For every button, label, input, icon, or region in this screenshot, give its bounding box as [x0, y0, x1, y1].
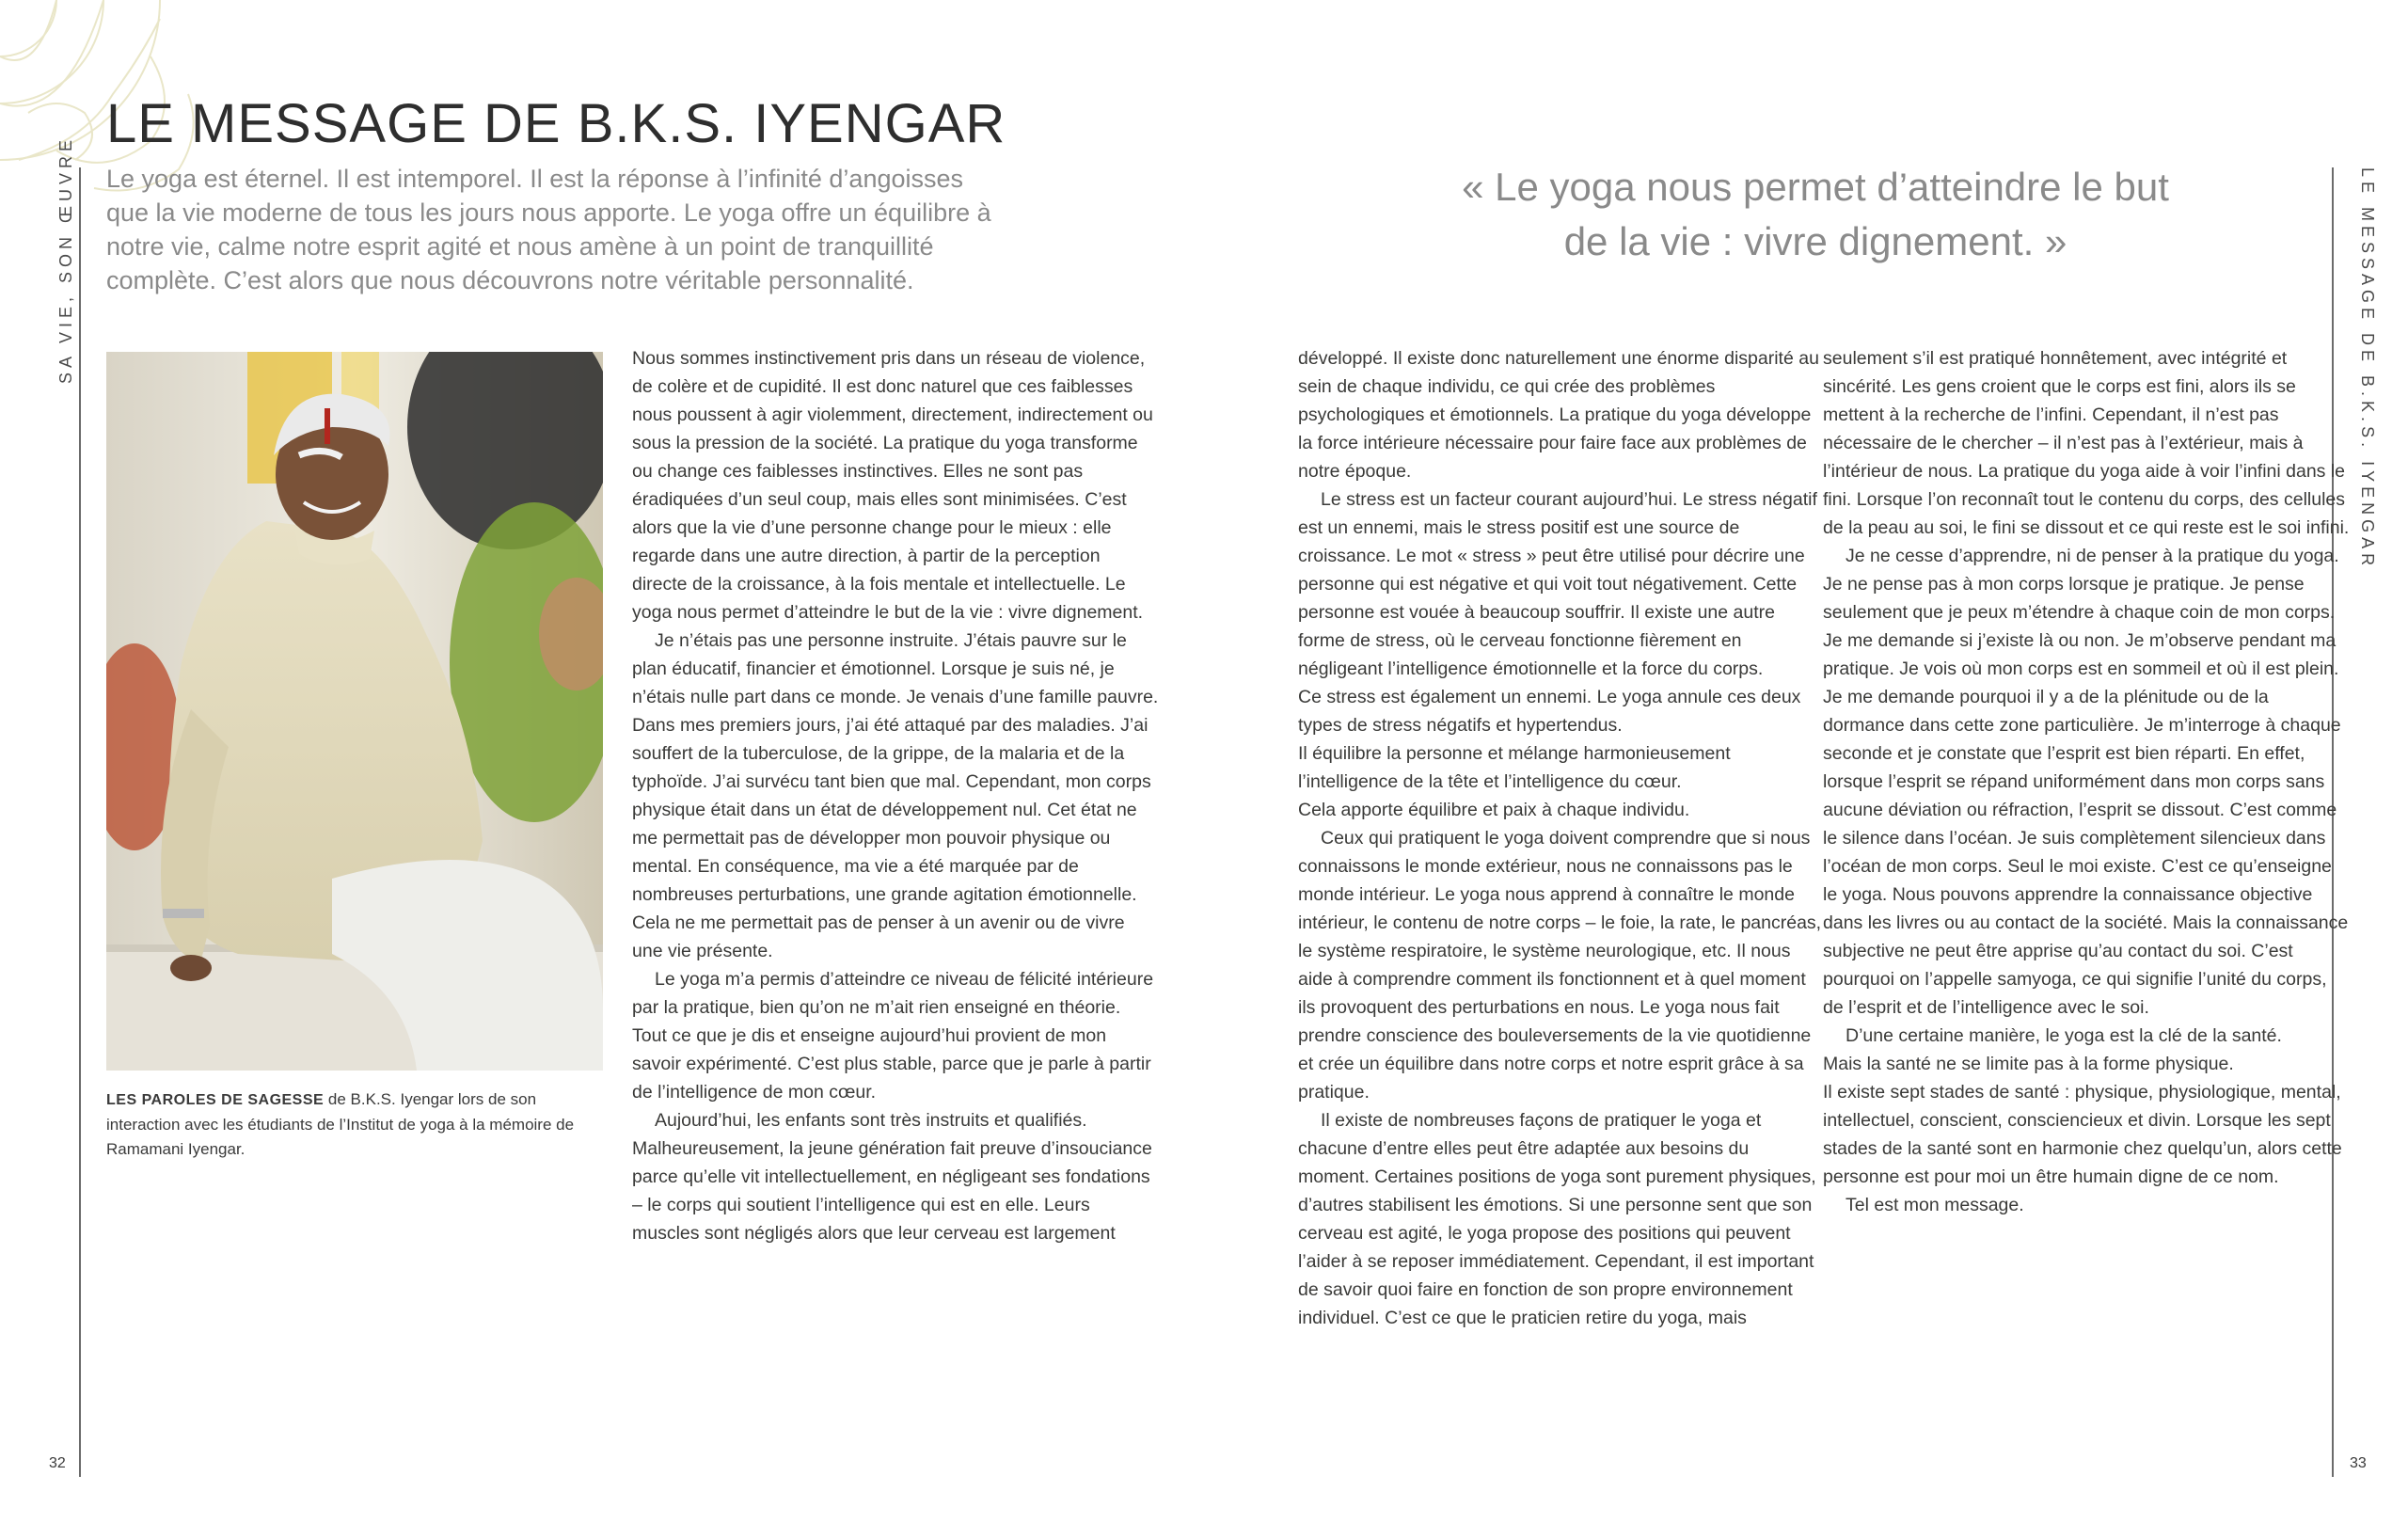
paragraph: Il équilibre la personne et mélange harmonieusement l’intelligence de la tête et l’intelligence du cœur. [1298, 743, 1731, 792]
page-number-left: 32 [49, 1455, 66, 1471]
paragraph: Tel est mon message. [1846, 1195, 2024, 1215]
paragraph: Il existe sept stades de santé : physique, physiologique, mental, intellectuel, conscient, consciencieux et divin. Lorsque les sept stades de la santé sont en harmonie chez quelqu’un, alors cette personne est pour moi un être humain digne de ce nom. [1823, 1082, 2342, 1187]
intro-paragraph: Le yoga est éternel. Il est intemporel. Il est la réponse à l’infinité d’angoisses que la vie moderne de tous les jours nous apporte. Le yoga offre un équilibre à notre vie, calme notre esprit agité et nous amène à un point de tranquillité complète. C’est alors que nous découvrons notre véritable personnalité. [106, 165, 991, 294]
pull-quote-line-1: « Le yoga nous permet d’atteindre le but [1462, 165, 2169, 209]
caption-heading: LES PAROLES DE SAGESSE [106, 1092, 325, 1108]
paragraph: Mais la santé ne se limite pas à la forme physique. [1823, 1054, 2234, 1074]
paragraph: Je ne cesse d’apprendre, ni de penser à la pratique du yoga. Je ne pense pas à mon corps lorsque je pratique. Je pense seulement que je peux m’étendre à chaque coin de mon corps. Je me demande si j’existe là ou non. Je m’observe pendant ma pratique. Je vois où mon corps est en sommeil et où il est plein. Je me demande pourquoi il y a de la plénitude ou de la dormance dans cette zone particulière. Je m’interroge à chaque seconde et je constate que l’esprit est bien réparti. En effet, lorsque l’esprit se répand uniformément dans mon corps sans aucune déviation ou réfraction, l’esprit se dissout. C’est comme le silence dans l’océan. Je suis complètement silencieux dans l’océan de mon corps. Seul le moi existe. C’est ce qu’enseigne le yoga. Nous pouvons apprendre la connaissance objective dans les livres ou au contact de la société. Mais la connaissance subjective ne peut être apprise qu’au contact du soi. C’est pourquoi on l’appelle samyoga, ce qui signifie l’unité du corps, de l’esprit et de l’intelligence avec le soi. [1823, 546, 2349, 1018]
paragraph: Je n’étais pas une personne instruite. J’étais pauvre sur le plan éducatif, financier et émotionnel. Lorsque je suis né, je n’étais nulle part dans ce monde. Je venais d’une famille pauvre. Dans mes premiers jours, j’ai été attaqué par des maladies. J’ai souffert de la tuberculose, de la grippe, de la malaria et de la typhoïde. J’ai survécu tant bien que mal. Cependant, mon corps physique était dans un état de développement nul. Cet état ne me permettait pas de développer mon pouvoir physique ou mental. En conséquence, ma vie a été marquée par de nombreuses perturbations, une grande agitation émotionnelle. Cela ne me permettait pas de penser à un avenir ou de vivre une vie présente. [632, 630, 1159, 961]
caption-text: de B.K.S. Iyengar lors de son interaction avec les étudiants de l’Institut de yoga à la mémoire de Ramamani Iyengar. [106, 1090, 575, 1158]
paragraph: Aujourd’hui, les enfants sont très instruits et qualifiés. Malheureusement, la jeune génération fait preuve d’insouciance parce qu’elle vit intellectuellement, en négligeant ses fondations – le corps qui soutient l’intelligence qui est en elle. Leurs muscles sont négligés alors que leur cerveau est largement [632, 1110, 1152, 1244]
paragraph: Cela apporte équilibre et paix à chaque individu. [1298, 800, 1690, 820]
text-column-2 [1298, 344, 1825, 1332]
paragraph: Nous sommes instinctivement pris dans un réseau de violence, de colère et de cupidité. Il est donc naturel que ces faiblesses nous poussent à agir violemment, directement, indirectement ou sous la pression de la société. La pratique du yoga transforme ou change ces faiblesses instinctives. Elles ne sont pas éradiquées d’un seul coup, mais elles sont minimisées. C’est alors que la vie d’une personne change pour le mieux : elle regarde dans une autre direction, à partir de la perception directe de la croissance, à la fois mentale et intellectuelle. Le yoga nous permet d’atteindre le but de la vie : vivre dignement. [632, 348, 1153, 623]
pull-quote [1336, 160, 2295, 269]
paragraph: seulement s’il est pratiqué honnêtement, avec intégrité et sincérité. Les gens croient que le corps est fini, alors ils se mettent à la recherche de l’infini. Cependant, il n’est pas nécessaire de le chercher – il n’est pas à l’extérieur, mais à l’intérieur de nous. La pratique du yoga aide à voir l’infini dans le fini. Lorsque l’on reconnaît tout le contenu du corps, des cellules de la peau au soi, le fini se dissout et ce qui reste est le soi infini. [1823, 348, 2350, 538]
page-title: LE MESSAGE DE B.K.S. IYENGAR [106, 93, 1006, 154]
left-running-head: SA VIE, SON ŒUVRE [56, 135, 75, 384]
paragraph: Il existe de nombreuses façons de pratiquer le yoga et chacune d’entre elles peut être adaptée aux besoins du moment. Certaines positions de yoga sont purement physiques, d’autres stabilisent les émotions. Si une personne sent que son cerveau est agité, le yoga propose des positions qui peuvent l’aider à se reposer immédiatement. Cependant, il est important de savoir quoi faire en fonction de son propre environnement individuel. C’est ce que le praticien retire du yoga, mais [1298, 1110, 1816, 1328]
text-column-3 [1823, 344, 2350, 1219]
pull-quote-line-2: de la vie : vivre dignement. » [1563, 219, 2067, 263]
paragraph: Ce stress est également un ennemi. Le yoga annule ces deux types de stress négatifs et hypertendus. [1298, 687, 1801, 736]
text-column-1 [632, 344, 1159, 1247]
page-number-right: 33 [2350, 1455, 2367, 1471]
left-margin-rule [79, 167, 81, 1477]
paragraph: D’une certaine manière, le yoga est la clé de la santé. [1846, 1025, 2282, 1046]
paragraph: développé. Il existe donc naturellement une énorme disparité au sein de chaque individu, ce qui crée des problèmes psychologiques et émotionnels. La pratique du yoga développe la force intérieure nécessaire pour faire face aux problèmes de notre époque. [1298, 348, 1819, 482]
right-running-head: LE MESSAGE DE B.K.S. IYENGAR [2358, 167, 2377, 571]
iyengar-photo [106, 352, 603, 1071]
photo-caption [106, 1087, 577, 1162]
paragraph: Le stress est un facteur courant aujourd’hui. Le stress négatif est un ennemi, mais le stress positif est une source de croissance. Le mot « stress » peut être utilisé pour décrire une personne qui est négative et qui voit tout négativement. Cette personne est vouée à beaucoup souffrir. Il existe une autre forme de stress, où le cerveau fonctionne fièrement en négligeant l’intelligence émotionnelle et la force du corps. [1298, 489, 1817, 679]
paragraph: Le yoga m’a permis d’atteindre ce niveau de félicité intérieure par la pratique, bien qu’on ne m’ait rien enseigné en théorie. Tout ce que je dis et enseigne aujourd’hui provient de mon savoir expérimenté. C’est plus stable, parce que je parle à partir de l’intelligence de mon cœur. [632, 969, 1154, 1103]
paragraph: Ceux qui pratiquent le yoga doivent comprendre que si nous connaissons le monde extérieur, nous ne connaissons pas le monde intérieur. Le yoga nous apprend à connaître le monde intérieur, le contenu de notre corps – le foie, la rate, le pancréas, le système respiratoire, le système neurologique, etc. Il nous aide à comprendre comment ils fonctionnent et à quel moment ils provoquent des perturbations en nous. Le yoga nous fait prendre conscience des bouleversements de la vie quotidienne et crée un équilibre dans notre corps et notre esprit grâce à sa pratique. [1298, 828, 1822, 1103]
